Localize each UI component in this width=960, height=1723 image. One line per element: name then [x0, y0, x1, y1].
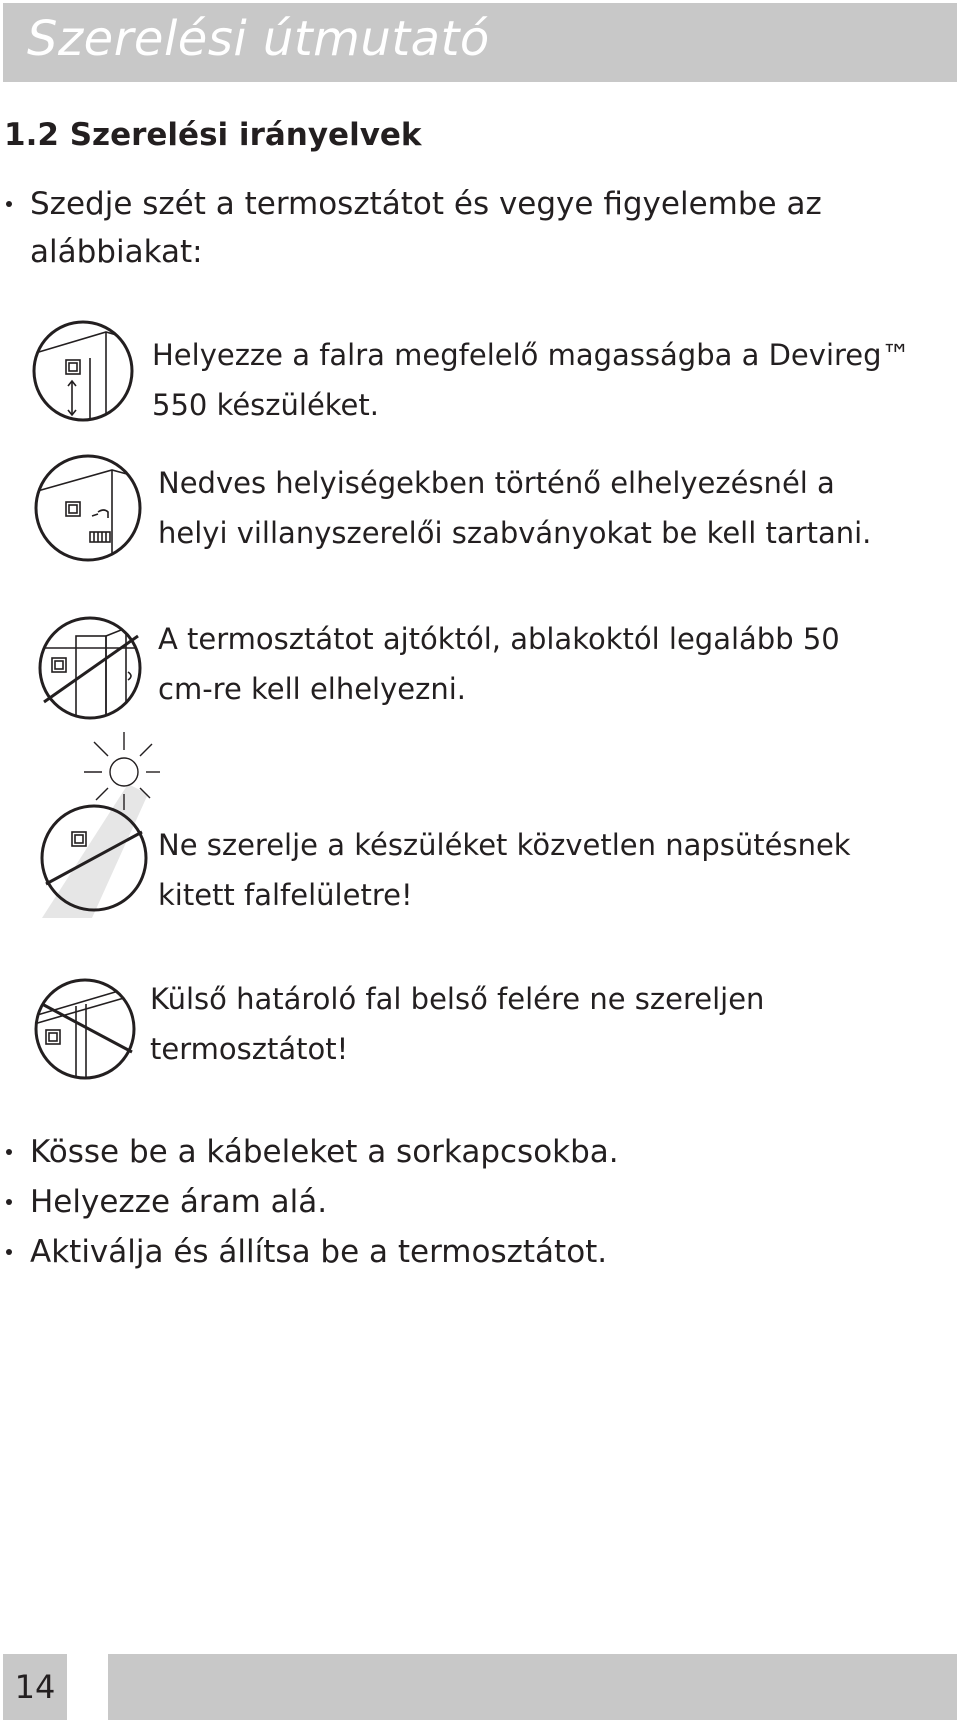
final-bullet-text: Aktiválja és állítsa be a termosztátot. [30, 1234, 608, 1270]
wet-room-icon [32, 452, 144, 564]
page-title: Szerelési útmutató [27, 11, 490, 67]
guideline-text-2: Nedves helyiségekben történő elhelyezésnél a helyi villanyszerelői szabványokat be kell tartani. [158, 466, 872, 550]
no-sunlight-icon [32, 724, 160, 922]
intro-bullet-line1: Szedje szét a termosztátot és vegye figyelembe az [30, 186, 822, 222]
footer-bar [108, 1654, 957, 1720]
guideline-text-4: Ne szerelje a készüléket közvetlen napsütésnek kitett falfelületre! [158, 828, 851, 912]
intro-bullet-line2: alábbiakat: [30, 234, 203, 270]
page-number-box [3, 1654, 67, 1720]
header-bar [3, 3, 957, 82]
guideline-text-1: Helyezze a falra megfelelő magasságba a Devireg™ 550 készüléket. [152, 338, 911, 422]
bullet-dot [6, 1199, 12, 1205]
bullet-dot [6, 1149, 12, 1155]
guideline-text-5: Külső határoló fal belső felére ne szereljen termosztátot! [150, 982, 765, 1066]
page-number: 14 [14, 1668, 56, 1706]
guideline-text-3: A termosztátot ajtóktól, ablakoktól legalább 50 cm-re kell elhelyezni. [158, 622, 840, 706]
bullet-dot [6, 201, 12, 207]
section-heading: 1.2 Szerelési irányelvek [4, 117, 422, 153]
no-outer-wall-icon [32, 976, 138, 1082]
final-bullet-text: Kösse be a kábeleket a sorkapcsokba. [30, 1134, 619, 1170]
wall-height-icon [30, 318, 136, 424]
final-bullet-text: Helyezze áram alá. [30, 1184, 328, 1220]
bullet-dot [6, 1249, 12, 1255]
no-door-window-icon [36, 614, 144, 722]
